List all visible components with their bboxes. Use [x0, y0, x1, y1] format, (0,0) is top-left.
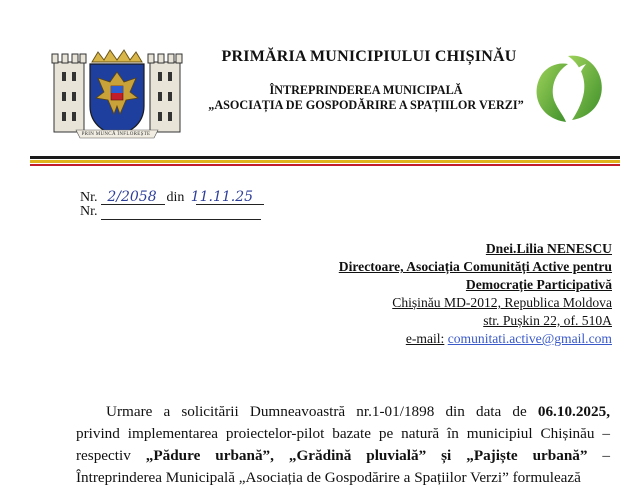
email-link[interactable]: comunitati.active@gmail.com: [447, 331, 612, 346]
addressee-role-line2: Democrație Participativă: [465, 277, 612, 292]
nr2-label: Nr.: [80, 204, 98, 219]
body-line-1: [106, 402, 610, 422]
second-number-row: [80, 203, 98, 221]
enterprise-name: „ASOCIAȚIA DE GOSPODĂRIRE A SPAȚIILOR VERZI”: [208, 98, 524, 112]
nr2-underline: [101, 219, 261, 220]
email-label: e-mail:: [405, 331, 445, 346]
body-line-1-text: Urmare a solicitării Dumneavoastră nr.1-01/1898 din data de: [106, 403, 527, 420]
header-rule-red: [30, 164, 620, 166]
addressee-email-row: [406, 330, 612, 348]
enterprise-subtitle: ÎNTREPRINDEREA MUNICIPALĂ: [269, 83, 463, 97]
body-respectiv: respectiv: [76, 447, 131, 464]
reference-date: 11.11.25: [190, 189, 254, 205]
nr-label: Nr.: [80, 190, 98, 205]
addressee-role-line1: Directoare, Asociația Comunități Active pentru: [338, 259, 612, 274]
nr-underline: [101, 204, 165, 205]
body-date-bold: 06.10.2025,: [537, 403, 610, 420]
body-si: și: [441, 447, 452, 464]
addressee-street: str. Pușkin 22, of. 510A: [483, 313, 612, 328]
project-gradina-pluviala: „Grădină pluvială”: [288, 447, 427, 464]
header-rule-black: [30, 156, 620, 159]
body-line-3: [76, 446, 610, 466]
institution-title: PRIMĂRIA MUNICIPIULUI CHIȘINĂU: [221, 48, 517, 65]
din-label: din: [166, 190, 185, 205]
crest-motto: PRIN MUNCĂ ÎNFLOREȘTE: [81, 132, 151, 137]
green-leaf-logo-icon: [528, 52, 610, 124]
date-underline: [196, 204, 264, 205]
reference-number: 2/2058: [107, 189, 157, 205]
header-rule-yellow: [30, 160, 620, 163]
body-line-4: Întreprinderea Municipală „Asociația de Gospodărire a Spațiilor Verzi” formulează: [76, 469, 581, 486]
addressee-city: Chișinău MD-2012, Republica Moldova: [392, 295, 612, 310]
body-dash: –: [602, 447, 610, 464]
project-pajiste-urbana: „Pajiște urbană”: [466, 447, 588, 464]
chisinau-coat-of-arms-icon: [48, 48, 186, 140]
project-padure-urbana: „Pădure urbană”,: [145, 447, 274, 464]
addressee-name: Dnei.Lilia NENESCU: [485, 241, 612, 256]
body-line-2: privind implementarea proiectelor-pilot bazate pe natură în municipiul Chișinău –: [76, 425, 610, 442]
